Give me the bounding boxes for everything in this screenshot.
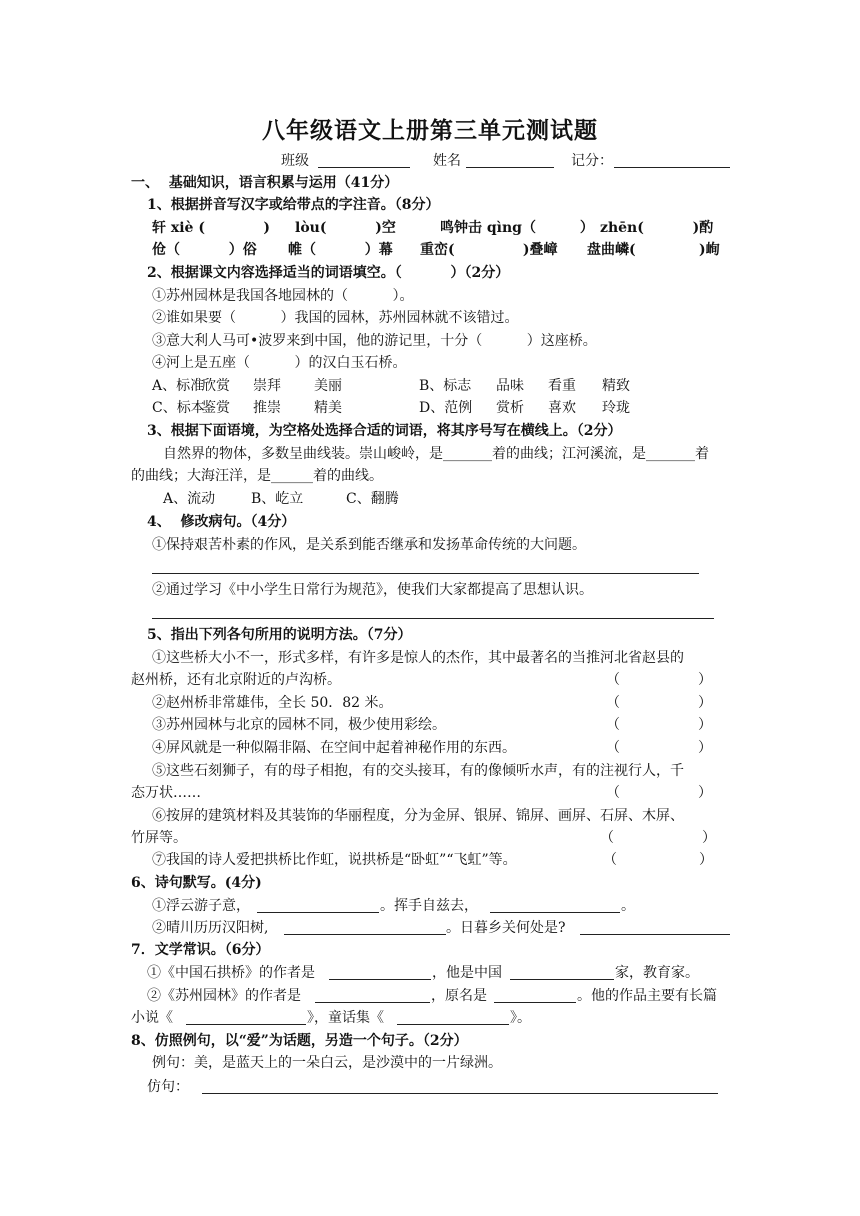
q5-line	[0, 782, 860, 804]
class-blank[interactable]	[318, 167, 410, 168]
q5-line	[0, 669, 860, 691]
option: B、屹立	[251, 491, 304, 507]
option: C、标本	[152, 400, 205, 416]
q5-sentence: ③苏州园林与北京的园林不同，极少使用彩绘。	[152, 717, 446, 733]
poem-blank[interactable]	[257, 912, 379, 913]
q6-text: 6、诗句默写。(4分)	[131, 875, 262, 891]
q2-item-4	[0, 352, 860, 374]
q1-item[interactable]: 帷（ ）幕	[288, 242, 393, 258]
q2-options-row-1	[0, 375, 860, 397]
q2-sentence: ③意大利人马可•波罗来到中国，他的游记里，十分（ ）这座桥。	[152, 333, 597, 349]
q5-line	[0, 805, 860, 827]
q5-sentence: ②赵州桥非常雄伟，全长 50．82 米。	[152, 695, 393, 711]
q1-item[interactable]: 鸣钟击 qìng（ ）	[440, 220, 594, 236]
q5-sentence: ④屏风就是一种似隔非隔、在空间中起着神秘作用的东西。	[152, 740, 516, 756]
q2-sentence: ④河上是五座（ ）的汉白玉石桥。	[152, 355, 407, 371]
q5-sentence: ①这些桥大小不一，形式多样，有许多是惊人的杰作，其中最著名的当推河北省赵县的	[152, 650, 684, 666]
q5-line	[0, 827, 860, 849]
literature-text: ②《苏州园林》的作者是	[147, 988, 301, 1004]
q2-sentence: ①苏州园林是我国各地园林的（ ）。	[152, 288, 414, 304]
q5-line	[0, 760, 860, 782]
q6-line-2	[0, 917, 860, 939]
answer-paren-open[interactable]: （	[603, 852, 617, 868]
q3-title	[0, 420, 860, 442]
name-blank[interactable]	[466, 167, 554, 168]
literature-text: 》，童话集《	[307, 1010, 384, 1026]
answer-paren-open[interactable]: （	[606, 785, 620, 801]
poem-text: 。挥手自兹去，	[380, 898, 478, 914]
q2-title	[0, 262, 860, 284]
literature-text: 。他的作品主要有长篇	[577, 988, 717, 1004]
q3-passage: 的曲线；大海汪洋，是______着的曲线。	[131, 468, 383, 484]
q5-text: 5、指出下列各句所用的说明方法。（7分）	[147, 627, 412, 643]
q5-line	[0, 647, 860, 669]
option: 美丽	[314, 378, 342, 394]
option: 看重	[548, 378, 576, 394]
answer-paren-open[interactable]: （	[606, 695, 620, 711]
q3-options	[0, 488, 860, 510]
answer-paren-close: ）	[698, 695, 712, 711]
q5-sentence: ⑤这些石刻狮子，有的母子相抱，有的交头接耳，有的像倾听水声，有的注视行人，千	[152, 763, 684, 779]
q2-item-3	[0, 330, 860, 352]
literature-blank[interactable]	[494, 1002, 576, 1003]
q8-imitate	[0, 1076, 860, 1098]
answer-paren-close: ）	[698, 717, 712, 733]
q4-sentence: ①保持艰苦朴素的作风，是关系到能否继承和发扬革命传统的大问题。	[152, 537, 586, 553]
option: 欣赏	[202, 378, 230, 394]
q4-sentence: ②通过学习《中小学生日常行为规范》，使我们大家都提高了思想认识。	[152, 582, 593, 598]
answer-paren-close: ）	[698, 740, 712, 756]
answer-paren-close: ）	[702, 830, 716, 846]
q5-sentence: ⑥按屏的建筑材料及其装饰的华丽程度，分为金屏、银屏、锦屏、画屏、石屏、木屏、	[152, 808, 684, 824]
name-label: 姓名	[433, 153, 461, 169]
q1-title	[0, 194, 860, 216]
literature-blank[interactable]	[315, 1002, 430, 1003]
class-label: 班级	[281, 153, 309, 169]
q6-title	[0, 872, 860, 894]
q5-sentence: ⑦我国的诗人爱把拱桥比作虹，说拱桥是“卧虹”“飞虹”等。	[152, 852, 517, 868]
example-sentence: 例句：美，是蓝天上的一朵白云，是沙漠中的一片绿洲。	[152, 1055, 502, 1071]
literature-text: ，他是中国	[432, 965, 502, 981]
q3-passage: 自然界的物体，多数呈曲线装。崇山峻岭，是_______着的曲线；江河溪流，是_______着	[163, 446, 709, 462]
answer-paren-close: ）	[698, 672, 712, 688]
q2-options-row-2	[0, 397, 860, 419]
q1-item[interactable]: 重峦( )叠嶂	[420, 242, 558, 258]
literature-text: ①《中国石拱桥》的作者是	[147, 965, 315, 981]
option: D、范例	[419, 400, 473, 416]
option: 崇拜	[253, 378, 281, 394]
score-label: 记分：	[571, 153, 613, 169]
imitate-answer-line[interactable]	[202, 1093, 718, 1094]
q1-row-1	[0, 217, 860, 239]
q1-item[interactable]: zhēn( )酌	[600, 220, 714, 236]
q8-text: 8、仿照例句，以“爱”为话题，另造一个句子。（2分）	[131, 1033, 468, 1049]
q2-item-1	[0, 285, 860, 307]
literature-text: ，原名是	[431, 988, 487, 1004]
q3-text: 3、根据下面语境，为空格处选择合适的词语，将其序号写在横线上。（2分）	[147, 423, 622, 439]
option: 喜欢	[548, 400, 576, 416]
q5-line	[0, 714, 860, 736]
q4-title	[0, 511, 860, 533]
q8-example	[0, 1052, 860, 1074]
q2-text: 2、根据课文内容选择适当的词语填空。（ ）（2分）	[147, 265, 510, 281]
exam-title: 八年级语文上册第三单元测试题	[262, 117, 598, 144]
student-info-row	[0, 150, 860, 172]
q4-answer-line-2[interactable]	[152, 618, 714, 619]
option: 精美	[314, 400, 342, 416]
answer-paren-open[interactable]: （	[606, 740, 620, 756]
poem-text: 。日暮乡关何处是?	[446, 920, 566, 936]
q7-text: 7．文学常识。（6分）	[131, 942, 270, 958]
q7-line-2	[0, 985, 860, 1007]
answer-paren-close: ）	[698, 785, 712, 801]
answer-paren-open[interactable]: （	[600, 830, 614, 846]
q5-sentence: 态万状……	[131, 785, 201, 801]
poem-blank[interactable]	[580, 934, 730, 935]
q4-item-1	[0, 534, 860, 556]
q5-line	[0, 737, 860, 759]
section-1-heading-text: 一、 基础知识，语言积累与运用（41分）	[131, 175, 399, 191]
option: 品味	[496, 378, 524, 394]
q1-row-2	[0, 239, 860, 261]
q8-title	[0, 1030, 860, 1052]
option: 推崇	[253, 400, 281, 416]
q5-line	[0, 849, 860, 871]
q3-passage-line-1	[0, 443, 860, 465]
option: C、翻腾	[346, 491, 399, 507]
q2-item-2	[0, 307, 860, 329]
q4-answer-line-1[interactable]	[152, 573, 699, 574]
q5-sentence: 赵州桥，还有北京附近的卢沟桥。	[131, 672, 341, 688]
literature-text: 家，教育家。	[615, 965, 699, 981]
q7-line-1	[0, 962, 860, 984]
poem-blank[interactable]	[490, 912, 620, 913]
literature-text: 》。	[510, 1010, 531, 1026]
poem-text: ②晴川历历汉阳树,	[152, 920, 269, 936]
option: 玲珑	[602, 400, 630, 416]
literature-blank[interactable]	[510, 979, 614, 980]
q1-item[interactable]: 伧（ ）俗	[152, 242, 257, 258]
q5-sentence: 竹屏等。	[131, 830, 187, 846]
literature-blank[interactable]	[329, 979, 431, 980]
q2-sentence: ②谁如果要（ ）我国的园林，苏州园林就不该错过。	[152, 310, 519, 326]
literature-blank[interactable]	[186, 1024, 306, 1025]
option: A、流动	[163, 491, 216, 507]
imitate-label: 仿句：	[147, 1079, 189, 1095]
q5-line	[0, 692, 860, 714]
q1-item[interactable]: 轩 xiè ( )	[152, 220, 271, 236]
score-blank[interactable]	[614, 167, 730, 168]
q1-item[interactable]: lòu( )空	[295, 220, 396, 236]
answer-paren-open[interactable]: （	[606, 672, 620, 688]
option: 精致	[602, 378, 630, 394]
q7-line-3	[0, 1007, 860, 1029]
q3-passage-line-2	[0, 465, 860, 487]
option: B、标志	[419, 378, 472, 394]
section-1-heading	[0, 172, 860, 194]
q5-title	[0, 624, 860, 646]
poem-text: ①浮云游子意，	[152, 898, 250, 914]
option: 赏析	[496, 400, 524, 416]
poem-text: 。	[621, 898, 635, 914]
literature-blank[interactable]	[397, 1024, 509, 1025]
literature-text: 小说《	[131, 1010, 173, 1026]
q6-line-1	[0, 895, 860, 917]
poem-blank[interactable]	[284, 934, 446, 935]
answer-paren-open[interactable]: （	[606, 717, 620, 733]
q1-item[interactable]: 盘曲嶙( )峋	[587, 242, 720, 258]
option: A、标准	[152, 378, 205, 394]
q7-title	[0, 939, 860, 961]
q4-item-2	[0, 579, 860, 601]
q4-text: 4、 修改病句。（4分）	[147, 514, 296, 530]
q1-text: 1、根据拼音写汉字或给带点的字注音。（8分）	[147, 197, 440, 213]
answer-paren-close: ）	[699, 852, 713, 868]
option: 鉴赏	[202, 400, 230, 416]
